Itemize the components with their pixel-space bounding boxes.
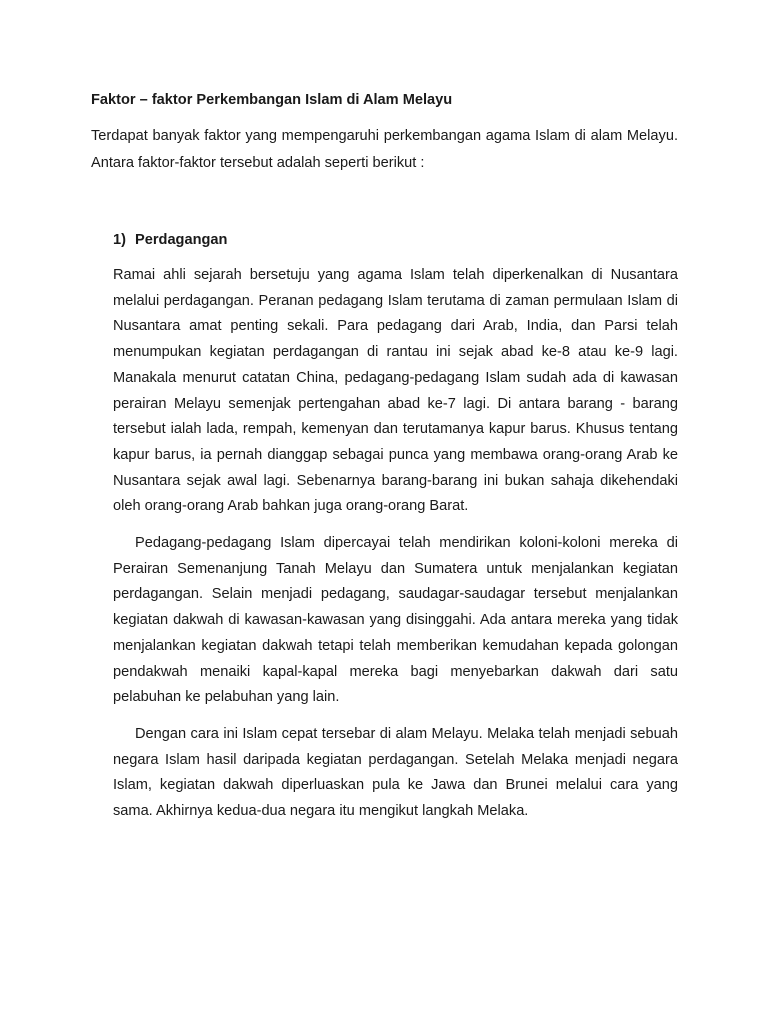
body-paragraph: Dengan cara ini Islam cepat tersebar di alam Melayu. Melaka telah menjadi sebuah negara Islam hasil daripada kegiatan perdagangan. Setelah Melaka menjadi negara Islam, kegiatan dakwah diperluaskan pula ke Jawa dan Brunei melalui cara yang sama. Akhirnya kedua-dua negara itu mengikut langkah Melaka. xyxy=(113,725,678,820)
body-paragraph: Pedagang-pedagang Islam dipercayai telah mendirikan koloni-koloni mereka di Perairan Semenanjung Tanah Melayu dan Sumatera untuk menjalankan kegiatan perdagangan. Selain menjadi pedagang, saudagar-saudagar tersebut menjalankan kegiatan dakwah di kawasan-kawasan yang disinggahi. Ada antara mereka yang tidak menjalankan kegiatan dakwah tetapi telah memberikan kemudahan kepada golongan pendakwah menaiki kapal-kapal mereka bagi menyebarkan dakwah dari satu pelabuhan ke pelabuhan yang lain. xyxy=(113,535,678,706)
body-paragraph: Ramai ahli sejarah bersetuju yang agama Islam telah diperkenalkan di Nusantara melalui perdagangan. Peranan pedagang Islam terutama di zaman permulaan Islam di Nusantara amat penting sekali. Para pedagang dari Arab, India, dan Parsi telah menumpukan kegiatan perdagangan di rantau ini sejak abad ke-8 atau ke-9 lagi. Manakala menurut catatan China, pedagang-pedagang Islam sudah ada di kawasan perairan Melayu semenjak pertengahan abad ke-7 lagi. Di antara barang - barang tersebut ialah lada, rempah, kemenyan dan terutamanya kapur barus. Khusus tentang kapur barus, ia pernah dianggap sebagai punca yang membawa orang-orang Arab ke Nusantara sejak awal lagi. Sebenarnya barang-barang ini bukan sahaja dikehendaki oleh orang-orang Arab bahkan juga orang-orang Barat. xyxy=(113,267,678,515)
section-heading xyxy=(113,230,227,250)
intro-paragraph: Terdapat banyak faktor yang mempengaruhi perkembangan agama Islam di alam Melayu. Antara faktor-faktor tersebut adalah seperti berikut : xyxy=(91,128,678,171)
section-title: Perdagangan xyxy=(135,232,228,248)
section-body xyxy=(113,263,678,836)
document-title: Faktor – faktor Perkembangan Islam di Alam Melayu xyxy=(91,92,453,108)
section-number: 1) xyxy=(113,232,126,248)
